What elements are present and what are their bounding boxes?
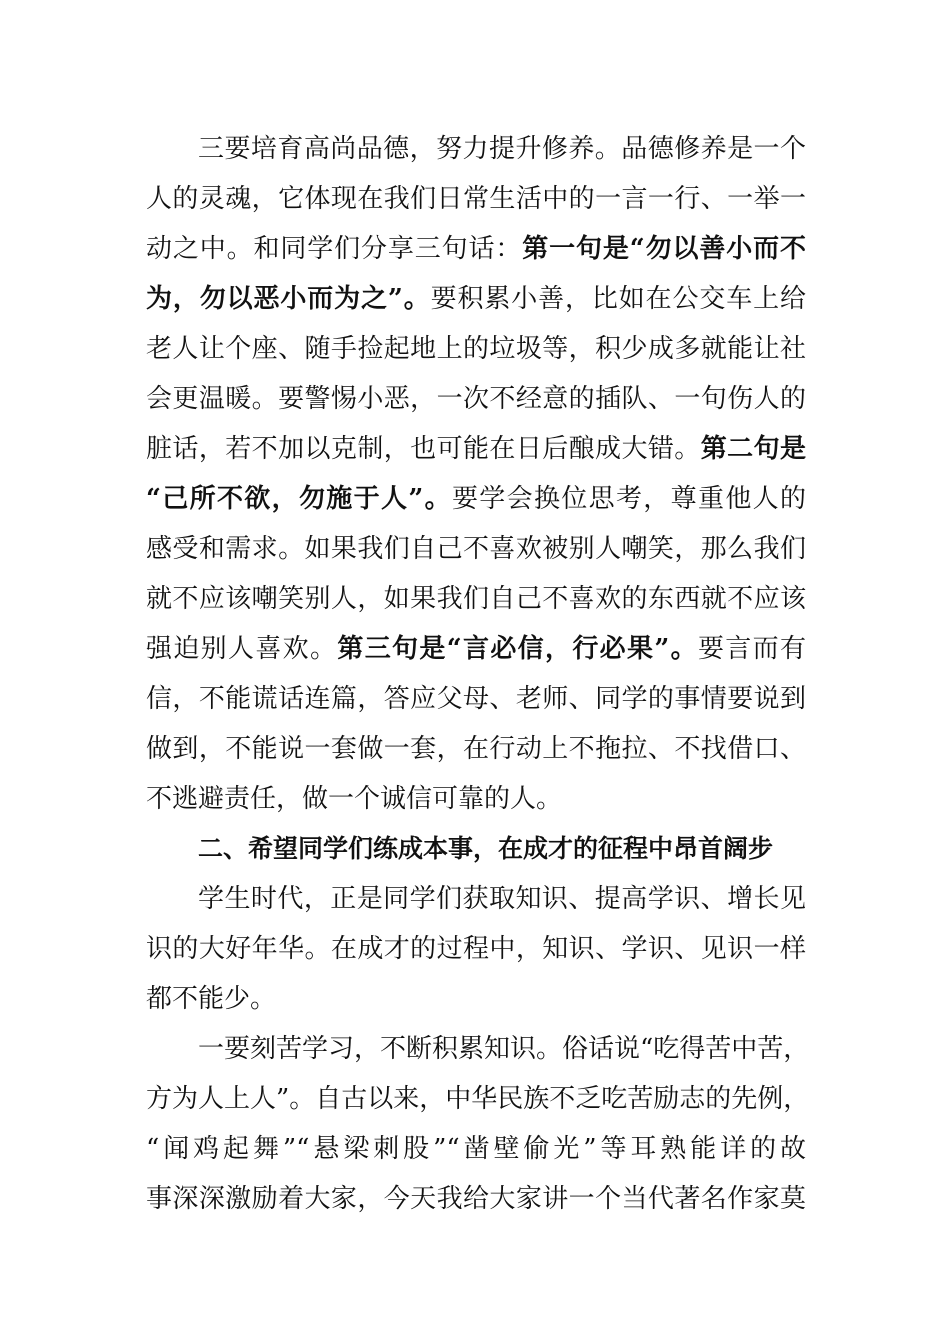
- text-line: [146, 724, 806, 774]
- text-run: 人的灵魂，它体现在我们日常生活中的一言一行、一举一: [146, 184, 806, 214]
- text-run: 要言而有: [697, 634, 806, 664]
- document-body: [146, 124, 810, 1224]
- text-line: [146, 224, 806, 274]
- text-line: [146, 674, 806, 724]
- text-run: 都不能少。: [146, 984, 277, 1014]
- text-run: 学生时代，正是同学们获取知识、提高学识、增长见: [198, 884, 806, 914]
- text-line: [146, 324, 806, 374]
- text-line: [146, 874, 806, 924]
- text-run: 会更温暖。要警惕小恶，一次不经意的插队、一句伤人的: [146, 384, 806, 414]
- text-run: 感受和需求。如果我们自己不喜欢被别人嘲笑，那么我们: [146, 534, 806, 564]
- text-line: [146, 624, 806, 674]
- text-run: 做到，不能说一套做一套，在行动上不拖拉、不找借口、: [146, 734, 806, 764]
- text-run: 三要培育高尚品德，努力提升修养。品德修养是一个: [198, 134, 806, 164]
- text-line: [146, 1174, 806, 1224]
- text-run: 强迫别人喜欢。: [146, 634, 338, 664]
- text-run: 要积累小善，比如在公交车上给: [430, 284, 806, 314]
- text-run: 事深深激励着大家，今天我给大家讲一个当代著名作家莫: [146, 1184, 806, 1214]
- text-line: [146, 774, 806, 824]
- text-line: [146, 1074, 810, 1124]
- text-run: 不逃避责任，做一个诚信可靠的人。: [146, 784, 563, 814]
- text-line: [146, 524, 806, 574]
- text-line: [146, 124, 806, 174]
- text-run: 就不应该嘲笑别人，如果我们自己不喜欢的东西就不应该: [146, 584, 806, 614]
- text-run: 脏话，若不加以克制，也可能在日后酿成大错。: [146, 434, 701, 464]
- text-line: [146, 374, 806, 424]
- bold-text-run: “己所不欲，勿施于人”。: [146, 484, 452, 514]
- bold-text-run: 第一句是“勿以善小而不: [522, 234, 806, 264]
- text-line: [146, 1024, 810, 1074]
- text-line: [146, 974, 806, 1024]
- bold-text-run: 第二句是: [700, 434, 806, 464]
- text-run: 方为人上人”。自古以来，中华民族不乏吃苦励志的先例，: [146, 1084, 810, 1114]
- text-line: [146, 424, 806, 474]
- text-run: 老人让个座、随手捡起地上的垃圾等，积少成多就能让社: [146, 334, 806, 364]
- heading-text: 二、希望同学们练成本事，在成才的征程中昂首阔步: [198, 834, 774, 863]
- text-line: [146, 474, 806, 524]
- text-run: “闻鸡起舞”“悬梁刺股”“凿壁偷光”等耳熟能详的故: [146, 1134, 806, 1164]
- text-run: 要学会换位思考，尊重他人的: [451, 484, 806, 514]
- text-line: [146, 274, 806, 324]
- text-line: [146, 1124, 806, 1174]
- text-line: [146, 574, 806, 624]
- text-run: 信，不能谎话连篇，答应父母、老师、同学的事情要说到: [146, 684, 806, 714]
- text-run: 一要刻苦学习，不断积累知识。俗话说“吃得苦中苦，: [198, 1034, 810, 1064]
- bold-text-run: 为，勿以恶小而为之”。: [146, 284, 431, 314]
- section-heading: [146, 824, 806, 874]
- text-line: [146, 924, 806, 974]
- text-run: 动之中。和同学们分享三句话：: [146, 234, 523, 264]
- text-line: [146, 174, 806, 224]
- bold-text-run: 第三句是“言必信，行必果”。: [337, 634, 698, 664]
- text-run: 识的大好年华。在成才的过程中，知识、学识、见识一样: [146, 934, 806, 964]
